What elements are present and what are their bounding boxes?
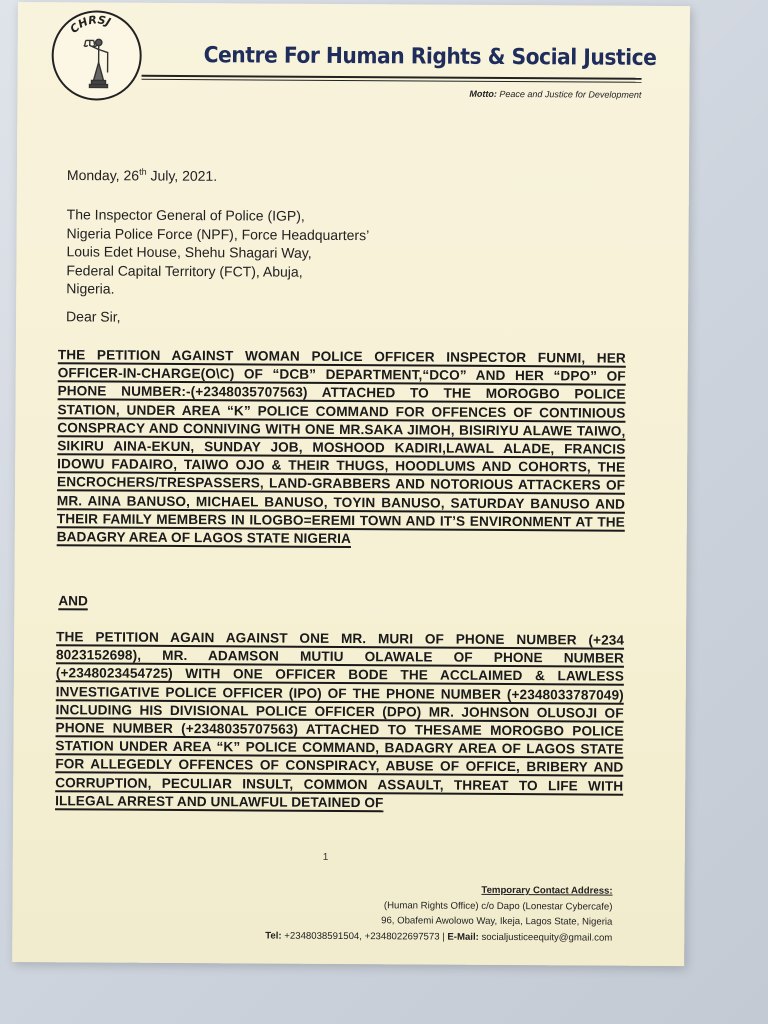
- date-ordinal: th: [139, 166, 147, 177]
- svg-text:CHRSJ: [68, 13, 113, 36]
- street-line: 96, Obafemi Awolowo Way, Ikeja, Lagos State, Nigeria: [381, 915, 613, 928]
- date-suffix: July, 2021.: [146, 167, 218, 184]
- date-prefix: Monday, 26: [66, 166, 140, 184]
- lady-justice-icon: [53, 12, 140, 99]
- email-address: socialjusticeequity@gmail.com: [478, 931, 613, 944]
- organization-logo: [51, 10, 142, 101]
- address-line: Nigeria.: [66, 280, 115, 297]
- motto-label: Motto:: [469, 88, 497, 99]
- petition-subject-2: THE PETITION AGAIN AGAINST ONE MR. MURI OF PHONE NUMBER (+234 8023152698), MR. ADAMSON MUTIU OLAWALE OF PHONE NUMBER (+2348023454725) WITH ONE OFFICER BODE THE ACCLAIMED & LAWLESS INVESTIGATIVE POLICE OFFICER (IPO) OF THE PHONE NUMBER (+2348033787049) INCLUDING HIS DIVISIONAL POLICE OFFICER (DPO) MR. JOHNSON OLUSOJI OF PHONE NUMBER (+2348035707563) ATTACHED TO THESAME MOROGBO POLICE STATION UNDER AREA “K” POLICE COMMAND, BADAGRY AREA OF LAGOS STATE FOR ALLEGEDLY OFFENCES OF CONSPIRACY, ABUSE OF OFFICE, BRIBERY AND CORRUPTION, PECULIAR INSULT, COMMON ASSAULT, THREAT TO LIFE WITH ILLEGAL ARREST AND UNLAWFUL DETAINED OF: [55, 629, 625, 811]
- address-line: The Inspector General of Police (IGP),: [66, 206, 305, 224]
- letter-date: [67, 166, 217, 184]
- address-line: Federal Capital Territory (FCT), Abuja,: [66, 261, 303, 280]
- address-line: Nigeria Police Force (NPF), Force Headquarters’: [66, 224, 370, 243]
- contact-footer: [265, 882, 612, 946]
- email-label: E-Mail:: [447, 931, 479, 943]
- tel-label: Tel:: [265, 930, 282, 942]
- logo-text: CHRSJ: [67, 13, 113, 36]
- contact-heading: Temporary Contact Address:: [481, 884, 613, 897]
- organization-name: Centre For Human Rights & Social Justice: [203, 43, 657, 71]
- conjunction-and: AND: [58, 593, 88, 609]
- letter-page: [12, 2, 690, 966]
- page-number: 1: [322, 851, 329, 863]
- petition-subject-1: THE PETITION AGAINST WOMAN POLICE OFFICER INSPECTOR FUNMI, HER OFFICER-IN-CHARGE(O\C) OF “DCB” DEPARTMENT,“DCO” AND HER “DPO” OF PHONE NUMBER:-(+2348035707563) ATTACHED TO THE MOROGBO POLICE STATION, UNDER AREA “K” POLICE COMMAND FOR OFFENCES OF CONTINIOUS CONSPRACY AND CONNIVING WITH ONE MR.SAKA JIMOH, BISIRIYU ALAWE TAIWO, SIKIRU AINA-EKUN, SUNDAY JOB, MOSHOOD KADIRI,LAWAL ALADE, FRANCIS IDOWU FADAIRO, TAIWO OJO & THEIR THUGS, HOODLUMS AND COHORTS, THE ENCROCHERS/TRESPASSERS, LAND-GRABBERS AND NOTORIOUS ATTACKERS OF MR. AINA BANUSO, MICHAEL BANUSO, TOYIN BANUSO, SATURDAY BANUSO AND THEIR FAMILY MEMBERS IN ILOGBO=EREMI TOWN AND IT’S ENVIRONMENT AT THE BADAGRY AREA OF LAGOS STATE NIGERIA: [56, 347, 626, 547]
- header-divider-thin: [142, 79, 642, 83]
- motto-text: Peace and Justice for Development: [499, 88, 642, 100]
- recipient-address: [66, 205, 369, 299]
- organization-motto: [469, 89, 641, 100]
- office-line: (Human Rights Office) c/o Dapo (Lonestar Cybercafe): [383, 899, 613, 913]
- salutation: Dear Sir,: [66, 308, 121, 325]
- tel-numbers: +2348038591504, +2348022697573 |: [281, 930, 448, 943]
- contact-line: [265, 928, 612, 946]
- address-line: Louis Edet House, Shehu Shagari Way,: [66, 243, 312, 261]
